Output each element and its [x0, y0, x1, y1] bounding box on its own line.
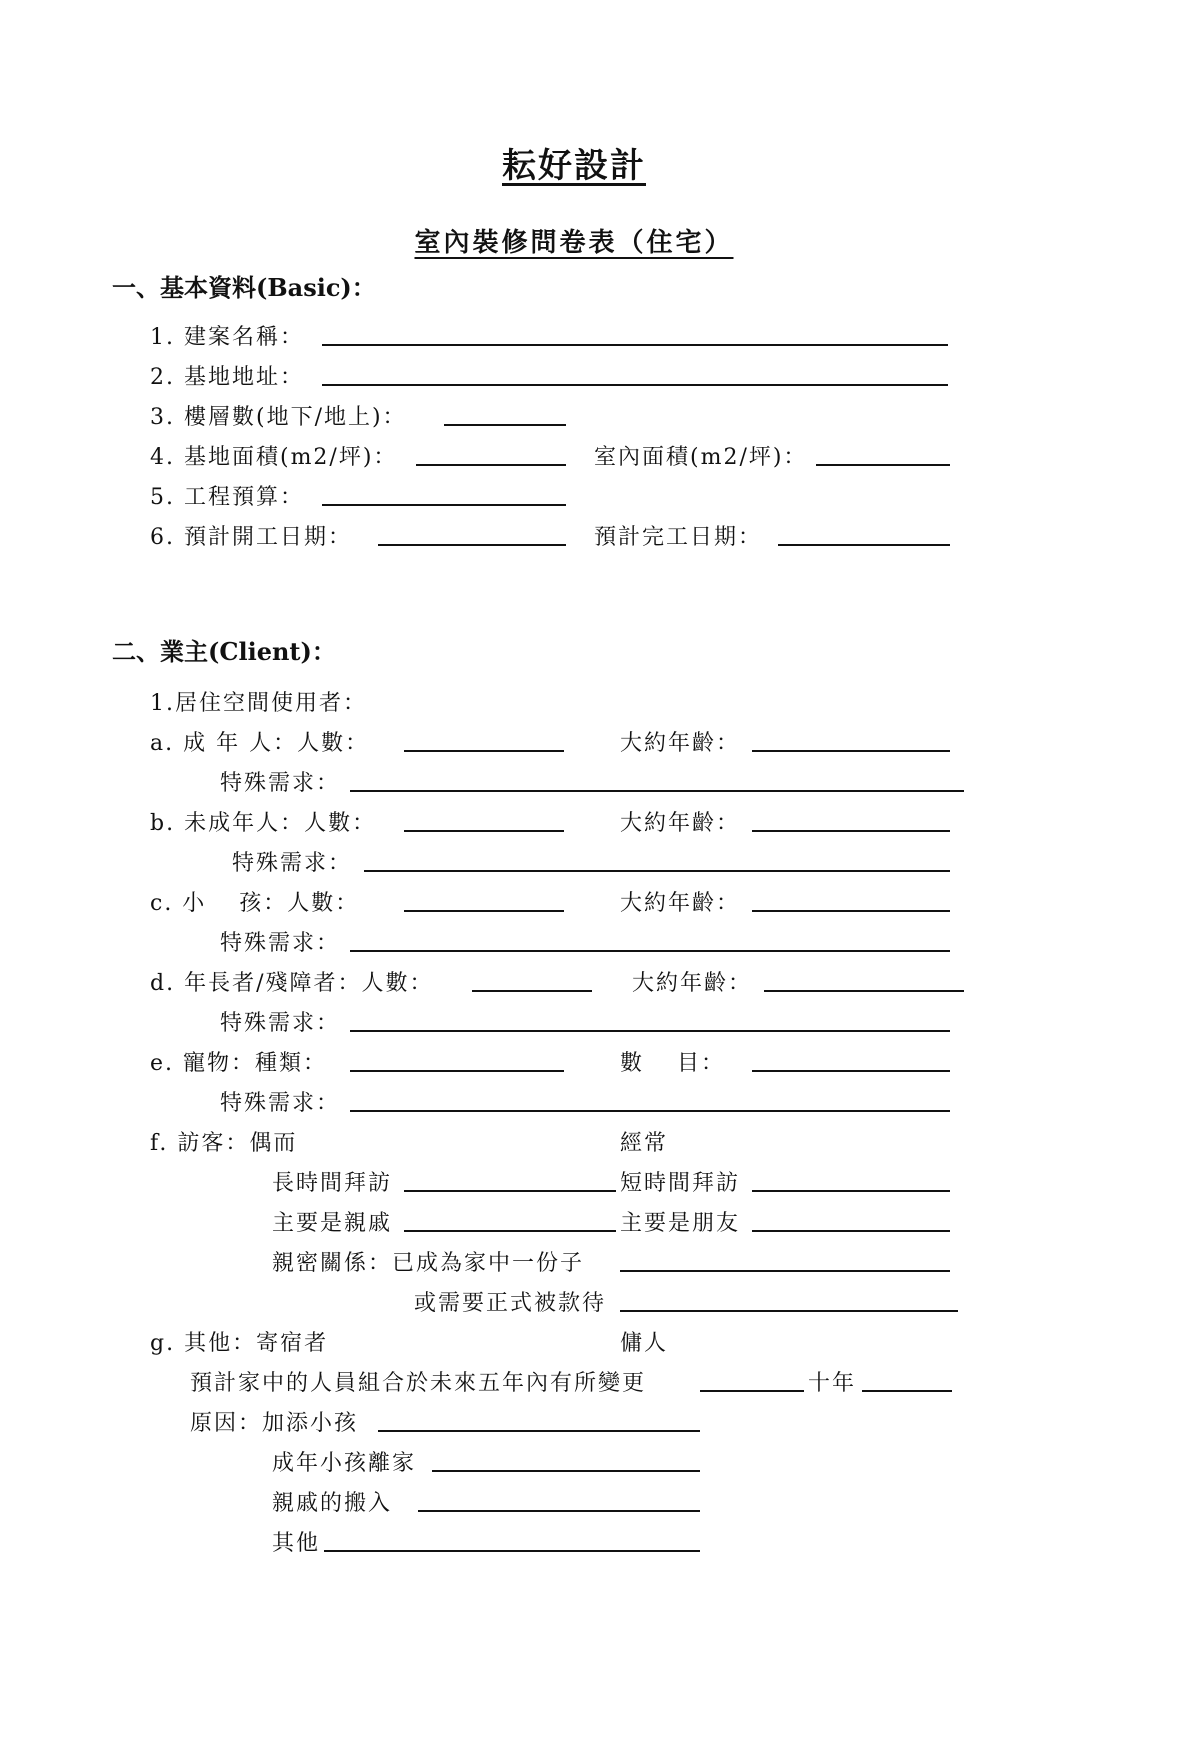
site-area-label: 4. 基地面積(m2/坪)：	[150, 445, 398, 470]
elder-count-label: d. 年長者/殘障者：人數：	[150, 971, 434, 996]
close-relation-field[interactable]	[620, 1270, 950, 1272]
reason-leave-label: 成年小孩離家	[272, 1451, 417, 1476]
five-year-field[interactable]	[700, 1390, 804, 1392]
elder-age-label: 大約年齡：	[632, 971, 753, 996]
reason-move-field[interactable]	[418, 1510, 700, 1512]
indoor-area-field[interactable]	[816, 464, 950, 466]
formal-hosting-field[interactable]	[620, 1310, 958, 1312]
site-area-field[interactable]	[416, 464, 566, 466]
minor-age-field[interactable]	[752, 830, 950, 832]
short-visit-field[interactable]	[752, 1190, 950, 1192]
reason-other-field[interactable]	[324, 1550, 700, 1552]
site-address-field[interactable]	[322, 384, 948, 386]
section-basic-heading: 一、基本資料(Basic)：	[112, 273, 376, 302]
floors-label: 3. 樓層數(地下/地上)：	[150, 405, 407, 430]
pet-type-field[interactable]	[350, 1070, 564, 1072]
child-age-label: 大約年齡：	[620, 891, 741, 916]
reason-move-label: 親戚的搬入	[272, 1491, 393, 1516]
short-visit-label: 短時間拜訪	[620, 1171, 741, 1196]
pet-count-label: 數 目：	[620, 1051, 725, 1076]
child-count-field[interactable]	[404, 910, 564, 912]
pet-needs-field[interactable]	[350, 1110, 950, 1112]
minor-needs-field[interactable]	[364, 870, 950, 872]
child-needs-label: 特殊需求：	[220, 931, 341, 956]
pet-count-field[interactable]	[752, 1070, 950, 1072]
relatives-label: 主要是親戚	[272, 1211, 393, 1236]
ten-year-label: 十年	[808, 1371, 857, 1396]
formal-hosting-label: 或需要正式被款待	[414, 1291, 607, 1316]
residents-label: 1.居住空間使用者：	[150, 691, 367, 716]
company-title: 耘好設計	[502, 146, 646, 186]
child-count-label: c. 小 孩：人數：	[150, 891, 360, 916]
boarder-label: g. 其他：寄宿者	[150, 1331, 329, 1356]
pet-type-label: e. 寵物：種類：	[150, 1051, 328, 1076]
end-date-field[interactable]	[778, 544, 950, 546]
elder-count-field[interactable]	[472, 990, 592, 992]
long-visit-label: 長時間拜訪	[272, 1171, 393, 1196]
reason-baby-label: 原因：加添小孩	[190, 1411, 359, 1436]
minor-needs-label: 特殊需求：	[232, 851, 353, 876]
minor-age-label: 大約年齡：	[620, 811, 741, 836]
end-date-label: 預計完工日期：	[594, 525, 763, 550]
adult-count-field[interactable]	[404, 750, 564, 752]
long-visit-field[interactable]	[404, 1190, 616, 1192]
elder-age-field[interactable]	[764, 990, 964, 992]
friends-field[interactable]	[752, 1230, 950, 1232]
project-name-label: 1. 建案名稱：	[150, 325, 304, 350]
site-address-label: 2. 基地地址：	[150, 365, 304, 390]
start-date-label: 6. 預計開工日期：	[150, 525, 352, 550]
child-needs-field[interactable]	[350, 950, 950, 952]
servant-label: 傭人	[620, 1331, 669, 1356]
reason-leave-field[interactable]	[432, 1470, 700, 1472]
household-change-label: 預計家中的人員組合於未來五年內有所變更	[190, 1371, 647, 1396]
budget-field[interactable]	[322, 504, 566, 506]
form-title: 室內裝修問卷表（住宅）	[414, 228, 734, 258]
reason-baby-field[interactable]	[378, 1430, 700, 1432]
elder-needs-field[interactable]	[350, 1030, 950, 1032]
section-client-heading: 二、業主(Client)：	[112, 637, 336, 666]
floors-field[interactable]	[444, 424, 566, 426]
ten-year-field[interactable]	[862, 1390, 952, 1392]
adult-count-label: a. 成 年 人：人數：	[150, 731, 370, 756]
adult-needs-label: 特殊需求：	[220, 771, 341, 796]
minor-count-label: b. 未成年人：人數：	[150, 811, 377, 836]
budget-label: 5. 工程預算：	[150, 485, 304, 510]
minor-count-field[interactable]	[404, 830, 564, 832]
reason-other-label: 其他	[272, 1531, 321, 1556]
visitor-often-label: 經常	[620, 1131, 669, 1156]
adult-needs-field[interactable]	[350, 790, 964, 792]
pet-needs-label: 特殊需求：	[220, 1091, 341, 1116]
elder-needs-label: 特殊需求：	[220, 1011, 341, 1036]
indoor-area-label: 室內面積(m2/坪)：	[594, 445, 808, 470]
child-age-field[interactable]	[752, 910, 950, 912]
adult-age-field[interactable]	[752, 750, 950, 752]
relatives-field[interactable]	[404, 1230, 616, 1232]
adult-age-label: 大約年齡：	[620, 731, 741, 756]
start-date-field[interactable]	[378, 544, 566, 546]
visitor-occasional-label: f. 訪客：偶而	[150, 1131, 298, 1156]
friends-label: 主要是朋友	[620, 1211, 741, 1236]
project-name-field[interactable]	[322, 344, 948, 346]
close-relation-label: 親密關係：已成為家中一份子	[272, 1251, 585, 1276]
